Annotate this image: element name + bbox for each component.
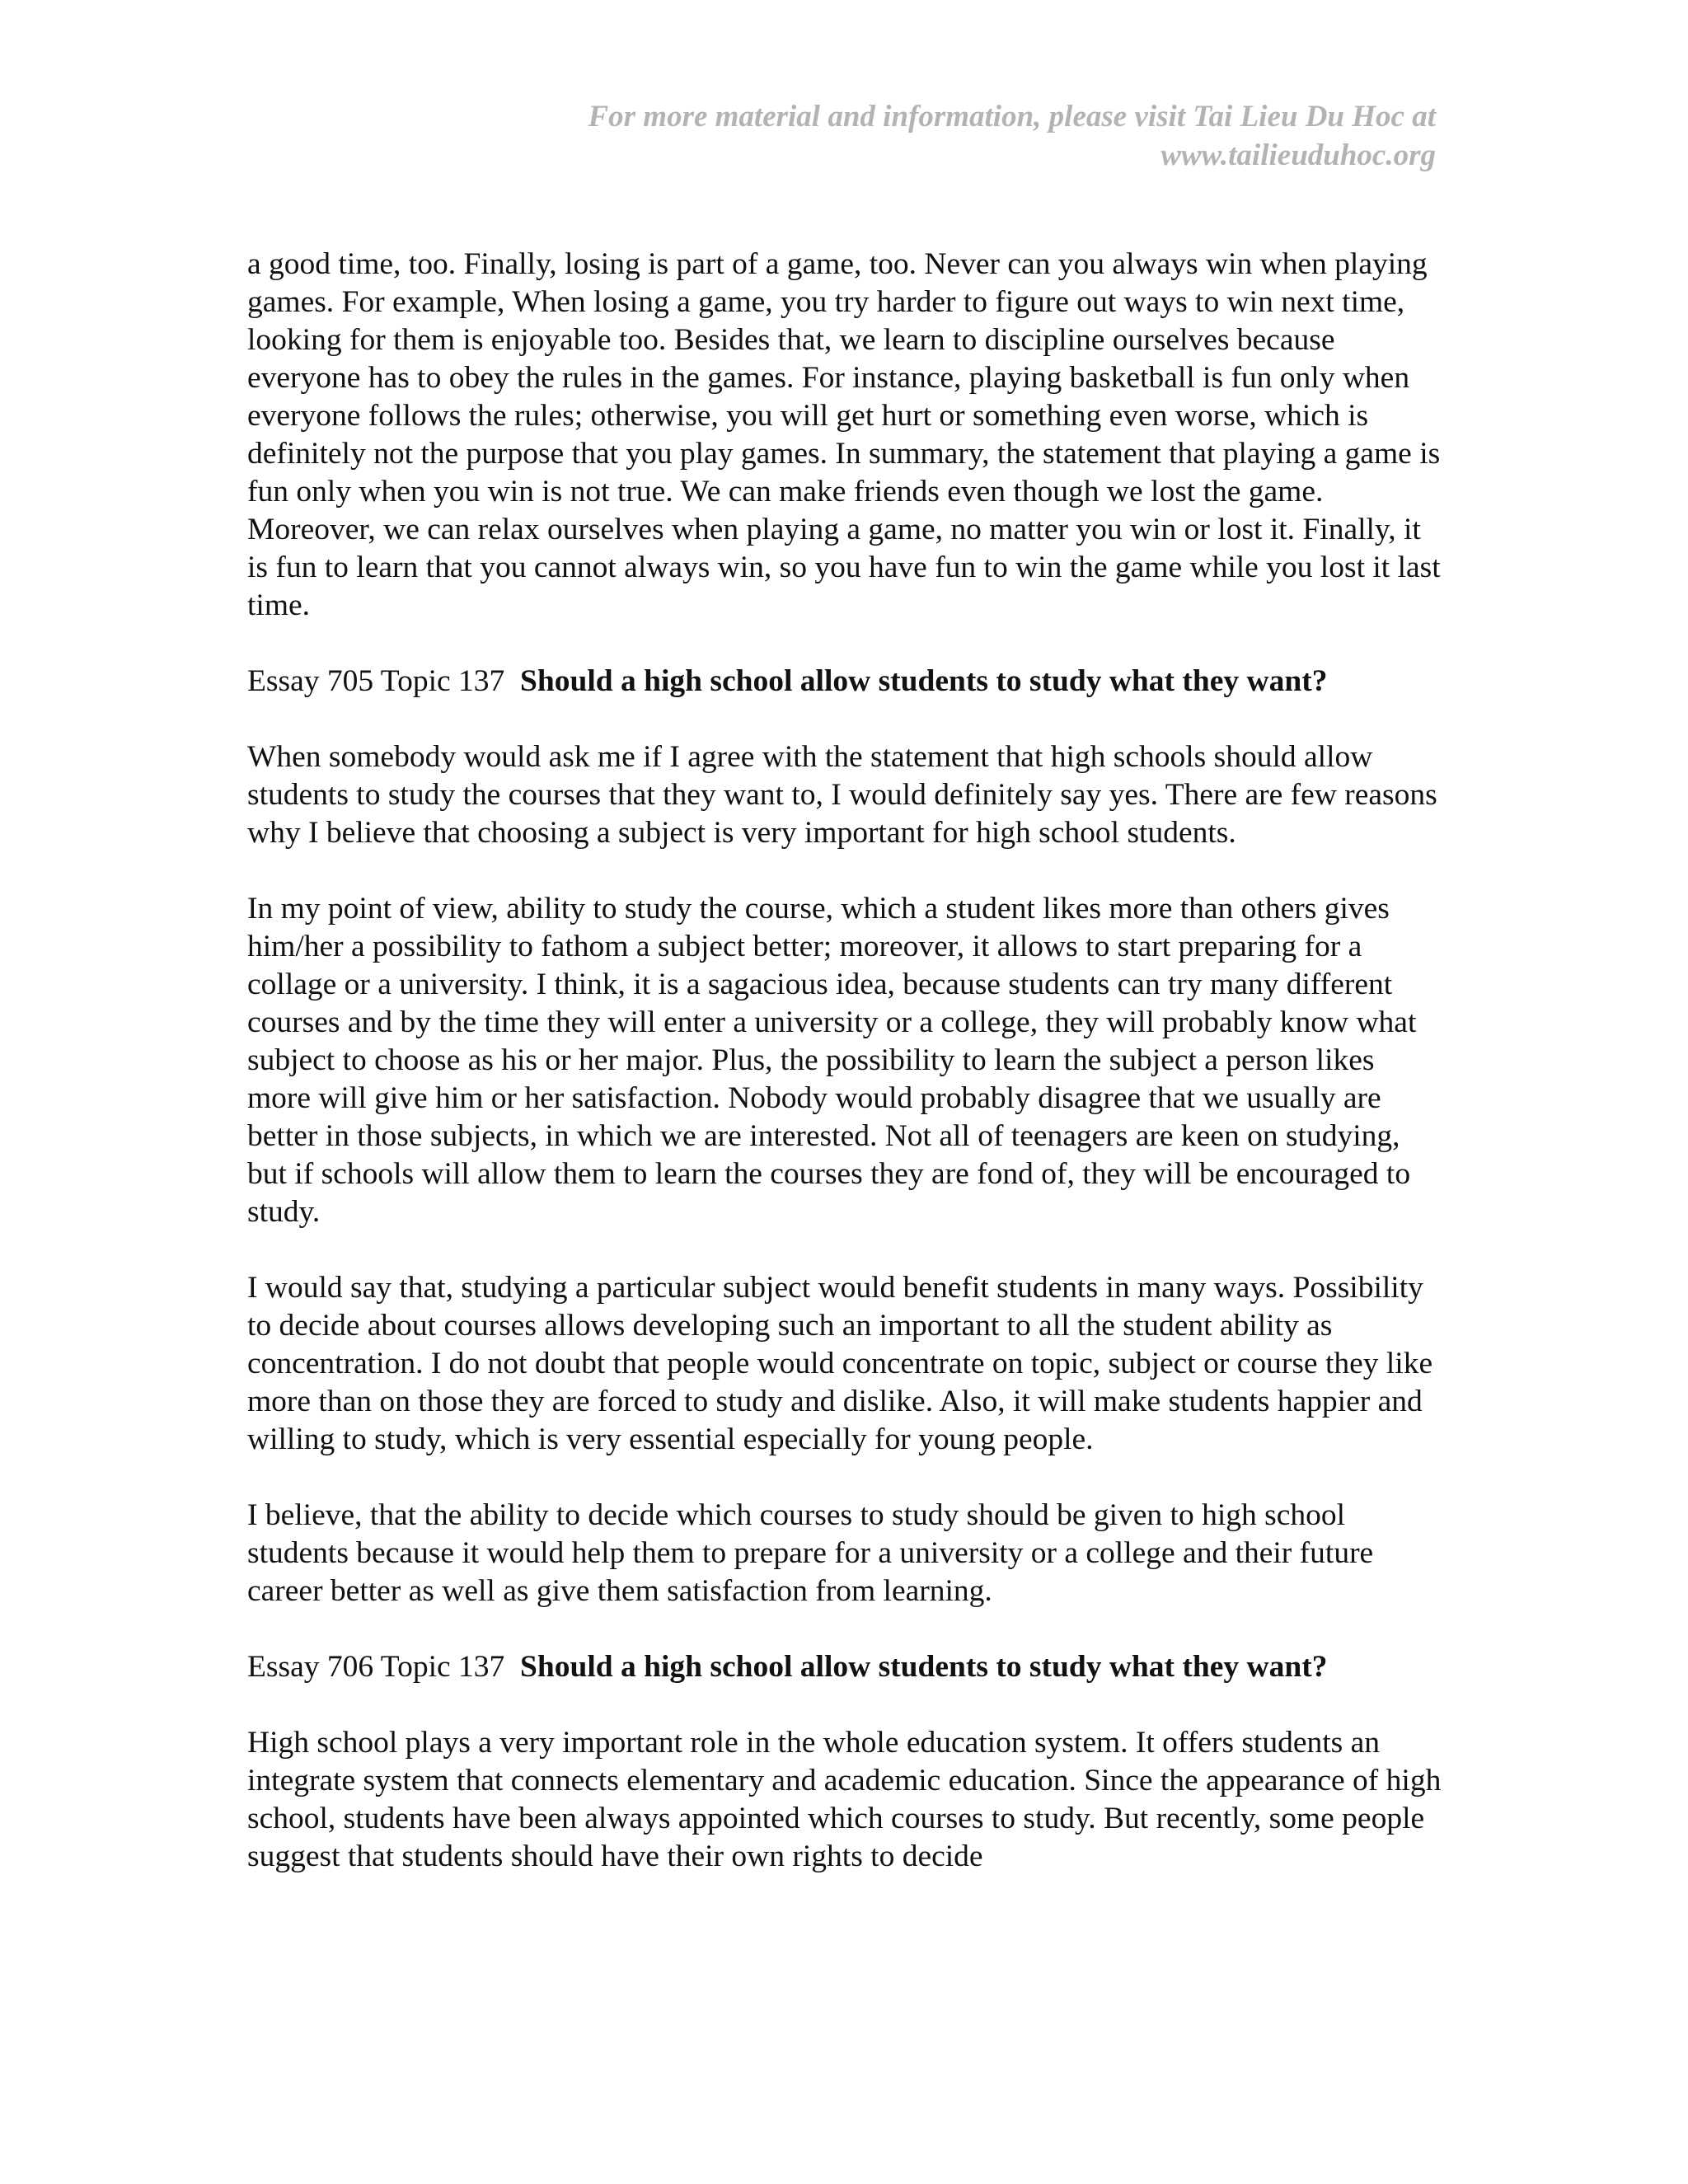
essay-heading-705 bbox=[247, 663, 1442, 701]
paragraph-body-705-1: In my point of view, ability to study the course, which a student likes more than others gives him/her a possibility to fathom a subject better; moreover, it allows to start preparing for a collage or a university. I think, it is a sagacious idea, because students can try many different courses and by the time they will enter a university or a college, they will probably know what subject to choose as his or her major. Plus, the possibility to learn the subject a person likes more will give him or her satisfaction. Nobody would probably disagree that we usually are better in those subjects, in which we are interested. Not all of teenagers are keen on studying, but if schools will allow them to learn the courses they are fond of, they will be encouraged to study. bbox=[247, 892, 1417, 1229]
document-body bbox=[247, 246, 1442, 1914]
essay-heading-706 bbox=[247, 1648, 1442, 1686]
paragraph-continued: a good time, too. Finally, losing is part of a game, too. Never can you always win when playing games. For example, When losing a game, you try harder to figure out ways to win next time, looking for them is enjoyable too. Besides that, we learn to discipline ourselves because everyone has to obey the rules in the games. For instance, playing basketball is fun only when everyone follows the rules; otherwise, you will get hurt or something even worse, which is definitely not the purpose that you play games. In summary, the statement that playing a game is fun only when you win is not true. We can make friends even though we lost the game. Moreover, we can relax ourselves when playing a game, no matter you win or lost it. Finally, it is fun to learn that you cannot always win, so you have fun to win the game while you lost it last time. bbox=[247, 247, 1441, 622]
paragraph-conclusion-705: I believe, that the ability to decide which courses to study should be given to high school students because it would help them to prepare for a university or a college and their future career better as well as give them satisfaction from learning. bbox=[247, 1498, 1374, 1608]
paragraph-intro-705: When somebody would ask me if I agree with the statement that high schools should allow students to study the courses that they want to, I would definitely say yes. There are few reasons why I believe that choosing a subject is very important for high school students. bbox=[247, 740, 1437, 850]
essay-title: Should a high school allow students to study what they want? bbox=[520, 1650, 1328, 1684]
essay-title: Should a high school allow students to study what they want? bbox=[520, 664, 1328, 698]
page-header bbox=[364, 97, 1436, 175]
header-line-1: For more material and information, please visit Tai Lieu Du Hoc at bbox=[588, 100, 1436, 134]
header-line-2: www.tailieuduhoc.org bbox=[1160, 138, 1436, 172]
essay-label: Essay 705 Topic 137 bbox=[247, 664, 505, 698]
essay-label: Essay 706 Topic 137 bbox=[247, 1650, 505, 1684]
paragraph-intro-706: High school plays a very important role in the whole education system. It offers students an integrate system that connects elementary and academic education. Since the appearance of high school, students have been always appointed which courses to study. But recently, some people suggest that students should have their own rights to decide bbox=[247, 1726, 1442, 1873]
paragraph-body-705-2: I would say that, studying a particular subject would benefit students in many ways. Possibility to decide about courses allows developing such an important to all the student ability as concentration. I do not doubt that people would concentrate on topic, subject or course they like more than on those they are forced to study and dislike. Also, it will make students happier and willing to study, which is very essential especially for young people. bbox=[247, 1271, 1433, 1456]
